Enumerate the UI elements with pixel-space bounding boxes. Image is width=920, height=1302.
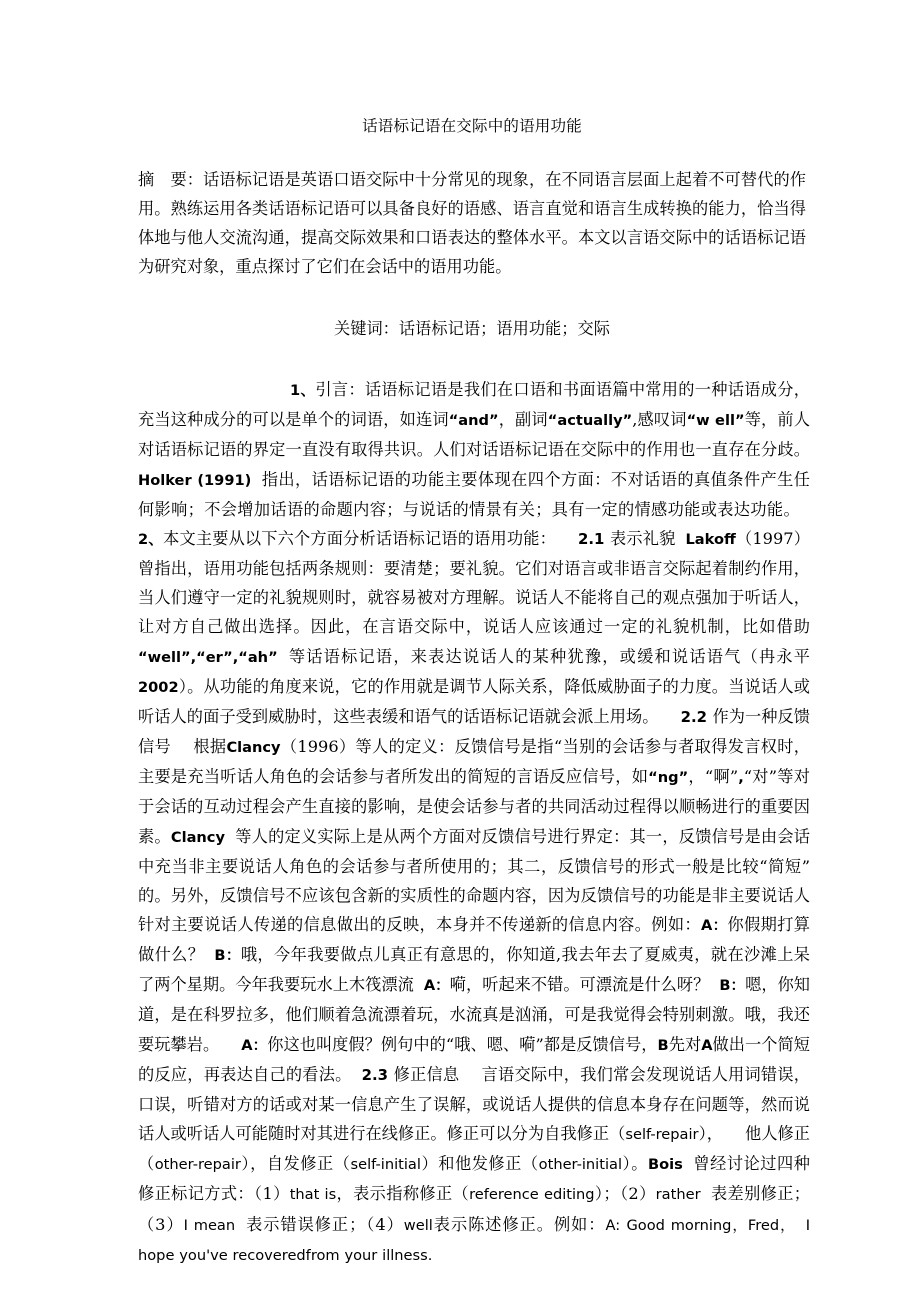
- intro-para-b: ，副词: [498, 410, 548, 430]
- section-2-3-text-i: 表差别修正；（3）: [138, 1184, 810, 1234]
- section-2-2-title: 作为一种反馈信号: [138, 706, 810, 757]
- keywords-text: 关键词：话语标记语；语用功能；交际: [333, 319, 611, 339]
- marker-er: “er”: [196, 648, 233, 666]
- dialogue-speaker-a2: A：: [423, 977, 450, 995]
- section-2-2-text-c: 等人的定义实际上是从两个方面对反馈信号进行界定：其一，反馈信号是由会话中充当非主要说话人角色的会话参与者所使用的；其二，反馈信号的形式一般是比较: [138, 826, 810, 876]
- section-2-2-text-f: 先对: [668, 1034, 702, 1054]
- section-2-1-text-b: 等话语标记语，来表达说话人的某种犹豫，或缓和说话语气（冉永平: [287, 646, 810, 666]
- citation-bois: Bois: [647, 1156, 683, 1174]
- term-self-repair: self-repair: [625, 1126, 699, 1144]
- marker-well-spaced: “w ell”: [686, 412, 745, 430]
- dialogue-line-a2: 嗬，听起来不错。可漂流是什么呀？: [449, 975, 710, 995]
- section-2-2-number: 2.2: [680, 707, 708, 726]
- section-2-3-text-e: ）。: [622, 1154, 648, 1174]
- intro-para-e: 指出，话语标记语的功能主要体现在四个方面：不对话语的真值条件产生任何影响；不会增加话语的命题内容；与说话的情景有关；具有一定的情感功能或表达功能。: [138, 469, 810, 519]
- section-2-3-number: 2.3: [361, 1065, 389, 1084]
- section-2-number: 2、: [138, 530, 164, 548]
- intro-para-d: 等，前人对话语标记语的界定一直没有取得共识。人们对话语标记语在交际中的作用也一直存在分歧。: [138, 410, 810, 460]
- section-2-1-text-a: 曾指出，语用功能包括两条规则：要清楚；要礼貌。它们对语言或非语言交际起着制约作用，当人们遵守一定的礼貌规则时，就容易被对方理解。说话人不能将自己的观点强加于听话人，让对方自己做出选择。因此，在言语交际中，说话人应该通过一定的礼貌机制，比如借助: [138, 559, 810, 637]
- term-reference-editing: reference editing: [469, 1186, 595, 1204]
- example-text-part-2: I hope you've recoveredfrom your illness.: [138, 1216, 811, 1264]
- term-other-initial: other-initial: [538, 1156, 623, 1174]
- section-2-3-text-k: 表示陈述修正。例如：: [432, 1214, 606, 1234]
- section-2-2-sep-2: ,: [738, 769, 744, 787]
- marker-ng: “ng”: [648, 769, 689, 787]
- abstract-label: 摘 要：: [138, 169, 203, 189]
- citation-clancy-2: Clancy: [170, 828, 225, 846]
- example-speaker-a: A:: [605, 1216, 621, 1234]
- section-2-2-sep-1: ，: [688, 767, 705, 787]
- term-other-repair: other-repair: [154, 1156, 241, 1174]
- section-2-2-text-a: 等人的定义：反馈信号是指: [355, 737, 554, 757]
- section-2-1-number: 2.1: [578, 529, 605, 548]
- citation-year-2002: 2002: [138, 678, 179, 696]
- section-2-2-quote-a: “当别的会话参与者取得发言权时，主要是充当听话人角色的会话参与者所发出的简短的言语反应信号，如: [138, 737, 810, 787]
- intro-label: 引言：: [315, 380, 365, 400]
- speaker-b-label: B: [657, 1036, 669, 1054]
- marker-sep-1: ,: [190, 648, 197, 666]
- citation-holker: Holker (1991): [138, 471, 252, 489]
- dialogue-line-a3: 你这也叫度假？例句中的: [267, 1034, 446, 1054]
- dialogue-speaker-a1: A：: [700, 916, 728, 934]
- marker-ah: “ah”: [238, 648, 278, 666]
- dialogue-line-a1: 你假期打算做什么？: [138, 914, 810, 965]
- dialogue-speaker-b1: B：: [214, 947, 241, 965]
- abstract-text: 话语标记语是英语口语交际中十分常见的现象，在不同语言层面上起着不可替代的作用。熟练运用各类话语标记语可以具备良好的语感、语言直觉和语言生成转换的能力，恰当得体地与他人交流沟通，提高交际效果和口语表达的整体水平。本文以言语交际中的话语标记语为研究对象，重点探讨了它们在会话中的语用功能。: [138, 169, 806, 276]
- keywords-paragraph: [138, 281, 806, 343]
- citation-lakoff-year: （1997）: [735, 528, 810, 548]
- document-body: [138, 0, 811, 1270]
- intro-para-a: 话语标记语是我们在口语和书面语篇中常用的一种话语成分，充当这种成分的可以是单个的词语，如连词: [138, 380, 811, 430]
- section-2-3-text-f: 曾经讨论过四种修正标记方式：（1）: [138, 1154, 811, 1204]
- marker-jianduan: “简短”: [759, 856, 810, 876]
- section-2-3-text-b: 他人修正（: [138, 1124, 810, 1174]
- marker-that-is: that is: [289, 1186, 337, 1204]
- section-2-3-text-a: 言语交际中，我们常会发现说话人用词错误，口误，听错对方的话或对某一信息产生了误解，或说话人提供的信息本身存在问题等，然而说话人或听话人可能随时对其进行在线修正。修正可以分为自我修正（: [138, 1064, 810, 1144]
- marker-dui: “对”: [743, 767, 778, 787]
- section-2-3-text-g: ，表示指称修正（: [336, 1184, 470, 1204]
- marker-well: “well”: [138, 648, 191, 666]
- dialogue-line-b2: 嗯，你知道，是在科罗拉多，他们顺着急流漂着玩，水流真是汹涌，可是我觉得会特别刺激。哦，我还要玩攀岩。: [138, 975, 811, 1054]
- section-2-2-text-b: 等对于会话的互动过程会产生直接的影响，是使会话参与者的共同活动过程得以顺畅进行的重要因素。: [138, 767, 810, 846]
- citation-clancy-year: （1996）: [280, 737, 356, 757]
- example-text-part-1: Good morning，Fred，: [626, 1216, 796, 1234]
- marker-actually: “actually”: [547, 412, 633, 430]
- marker-sep-2: ,: [232, 648, 239, 666]
- dialogue-line-b1: 哦，今年我要做点儿真正有意思的，你知道,我去年去了夏威夷，就在沙滩上呆了两个星期。今年我要玩水上木筏漂流: [138, 945, 810, 995]
- dialogue-markers: “哦、嗯、嗬”: [445, 1034, 544, 1054]
- marker-a-cn: “啊”: [704, 767, 739, 787]
- section-2-2-text-e: 都是反馈信号，: [543, 1034, 658, 1054]
- section-2-3-text-h: ）；（2）: [594, 1184, 656, 1204]
- citation-lakoff: Lakoff: [685, 530, 736, 548]
- citation-clancy: Clancy: [226, 739, 281, 757]
- dialogue-speaker-b2: B：: [719, 977, 746, 995]
- section-2-lead: 本文主要从以下六个方面分析话语标记语的语用功能：: [163, 528, 556, 548]
- dialogue-speaker-a3: A：: [241, 1036, 268, 1054]
- section-2-3-sep-1: ），: [698, 1124, 723, 1144]
- section-2-2-lead: 根据: [193, 737, 227, 757]
- section-2-3-text-c: ），自发修正（: [240, 1154, 351, 1174]
- section-2-1-title: 表示礼貌: [609, 528, 676, 548]
- abstract-paragraph: [138, 138, 806, 281]
- section-2-3-text-d: ）和他发修正（: [420, 1154, 539, 1174]
- section-2-2-text-g: 做出一个简短的反应，再表达自己的看法。: [138, 1034, 810, 1084]
- section-2-3-title: 修正信息: [393, 1064, 460, 1084]
- marker-rather: rather: [655, 1186, 701, 1204]
- section-2-2-text-d: 的。另外，反馈信号不应该包含新的实质性的命题内容，因为反馈信号的功能是非主要说话人针对主要说话人传递的信息做出的反映，本身并不传递新的信息内容。例如：: [138, 885, 810, 934]
- term-self-initial: self-initial: [350, 1156, 421, 1174]
- section-2-3-text-j: 表示错误修正；（4）: [245, 1214, 404, 1234]
- marker-and: “and”: [448, 412, 499, 430]
- section-2-1-text-c: ）。从功能的角度来说，它的作用就是调节人际关系，降低威胁面子的力度。当说话人或听话人的面子受到威胁时，这些表缓和语气的话语标记语就会派上用场。: [138, 676, 810, 726]
- intro-para-c: ,感叹词: [632, 410, 687, 430]
- marker-well-en: well: [403, 1216, 433, 1234]
- marker-i-mean: I mean: [183, 1216, 236, 1234]
- page-title: 话语标记语在交际中的语用功能: [362, 117, 582, 135]
- main-body-text: [138, 343, 810, 1270]
- intro-number: 1、: [290, 382, 316, 400]
- speaker-a-label: A: [701, 1036, 713, 1054]
